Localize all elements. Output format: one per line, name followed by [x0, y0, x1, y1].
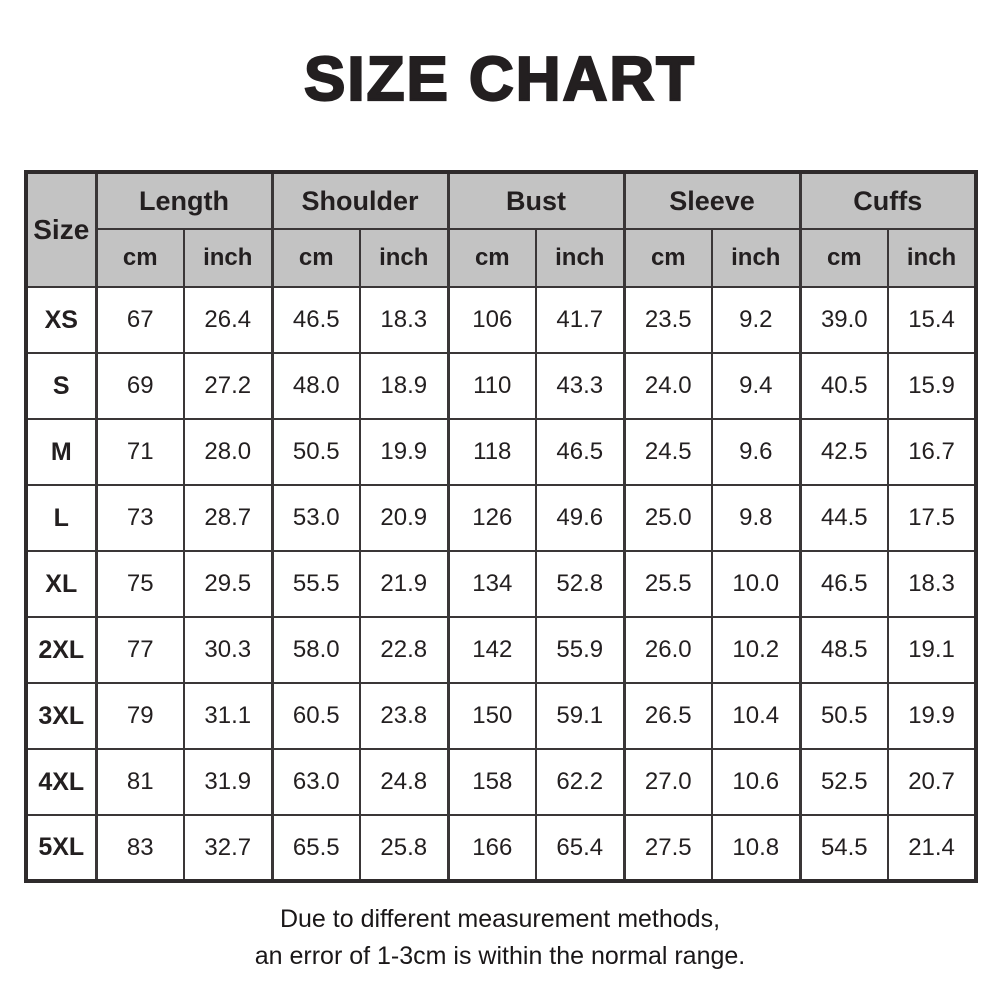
measurement-cell: 55.9 [536, 617, 624, 683]
measurement-cell: 79 [96, 683, 184, 749]
measurement-cell: 17.5 [888, 485, 976, 551]
measurement-cell: 19.9 [888, 683, 976, 749]
table-header [26, 172, 976, 287]
measurement-cell: 10.0 [712, 551, 800, 617]
measurement-cell: 48.0 [272, 353, 360, 419]
measurement-cell: 25.5 [624, 551, 712, 617]
unit-header-cm: cm [800, 229, 888, 287]
measurement-cell: 40.5 [800, 353, 888, 419]
measurement-cell: 54.5 [800, 815, 888, 881]
measurement-cell: 60.5 [272, 683, 360, 749]
size-label: 3XL [26, 683, 96, 749]
size-label: 2XL [26, 617, 96, 683]
table-row [26, 353, 976, 419]
page-title: SIZE CHART [304, 45, 696, 114]
measurement-cell: 29.5 [184, 551, 272, 617]
table-row [26, 815, 976, 881]
measurement-cell: 9.8 [712, 485, 800, 551]
measurement-cell: 18.3 [888, 551, 976, 617]
measurement-cell: 59.1 [536, 683, 624, 749]
measurement-cell: 19.9 [360, 419, 448, 485]
measurement-cell: 22.8 [360, 617, 448, 683]
measurement-cell: 52.5 [800, 749, 888, 815]
table-row [26, 617, 976, 683]
measurement-cell: 10.4 [712, 683, 800, 749]
measurement-cell: 26.0 [624, 617, 712, 683]
size-chart-table [24, 170, 978, 883]
measurement-cell: 53.0 [272, 485, 360, 551]
measurement-cell: 55.5 [272, 551, 360, 617]
measurement-cell: 9.6 [712, 419, 800, 485]
unit-header-cm: cm [448, 229, 536, 287]
measurement-cell: 23.5 [624, 287, 712, 353]
measurement-cell: 83 [96, 815, 184, 881]
size-label: S [26, 353, 96, 419]
size-label: XL [26, 551, 96, 617]
table-row [26, 749, 976, 815]
measurement-cell: 62.2 [536, 749, 624, 815]
measurement-cell: 10.2 [712, 617, 800, 683]
measurement-cell: 42.5 [800, 419, 888, 485]
measurement-cell: 24.5 [624, 419, 712, 485]
measurement-cell: 27.0 [624, 749, 712, 815]
measurement-cell: 65.5 [272, 815, 360, 881]
group-header-row [26, 172, 976, 229]
measurement-cell: 20.7 [888, 749, 976, 815]
measurement-cell: 118 [448, 419, 536, 485]
measurement-cell: 126 [448, 485, 536, 551]
measurement-cell: 166 [448, 815, 536, 881]
measurement-cell: 16.7 [888, 419, 976, 485]
unit-header-inch: inch [536, 229, 624, 287]
measurement-cell: 134 [448, 551, 536, 617]
measurement-cell: 23.8 [360, 683, 448, 749]
measurement-cell: 10.8 [712, 815, 800, 881]
measurement-cell: 49.6 [536, 485, 624, 551]
size-label: M [26, 419, 96, 485]
table-row [26, 485, 976, 551]
measurement-cell: 26.5 [624, 683, 712, 749]
measurement-cell: 71 [96, 419, 184, 485]
measurement-cell: 18.9 [360, 353, 448, 419]
measurement-cell: 58.0 [272, 617, 360, 683]
measurement-cell: 63.0 [272, 749, 360, 815]
measurement-cell: 15.4 [888, 287, 976, 353]
measurement-cell: 21.9 [360, 551, 448, 617]
measurement-cell: 73 [96, 485, 184, 551]
measurement-cell: 20.9 [360, 485, 448, 551]
measurement-cell: 75 [96, 551, 184, 617]
measurement-cell: 46.5 [272, 287, 360, 353]
measurement-cell: 30.3 [184, 617, 272, 683]
measurement-cell: 24.0 [624, 353, 712, 419]
measurement-cell: 65.4 [536, 815, 624, 881]
unit-header-row [26, 229, 976, 287]
column-header-bust: Bust [448, 172, 624, 229]
size-label: XS [26, 287, 96, 353]
table-row [26, 419, 976, 485]
column-header-size: Size [26, 172, 96, 287]
measurement-note [0, 901, 1000, 975]
measurement-cell: 69 [96, 353, 184, 419]
unit-header-inch: inch [184, 229, 272, 287]
column-header-length: Length [96, 172, 272, 229]
measurement-cell: 25.8 [360, 815, 448, 881]
measurement-cell: 46.5 [800, 551, 888, 617]
measurement-cell: 28.0 [184, 419, 272, 485]
unit-header-inch: inch [712, 229, 800, 287]
unit-header-cm: cm [624, 229, 712, 287]
unit-header-cm: cm [96, 229, 184, 287]
measurement-cell: 21.4 [888, 815, 976, 881]
measurement-cell: 43.3 [536, 353, 624, 419]
size-label: L [26, 485, 96, 551]
measurement-cell: 28.7 [184, 485, 272, 551]
measurement-cell: 150 [448, 683, 536, 749]
measurement-cell: 10.6 [712, 749, 800, 815]
measurement-cell: 31.1 [184, 683, 272, 749]
measurement-cell: 44.5 [800, 485, 888, 551]
measurement-cell: 67 [96, 287, 184, 353]
measurement-cell: 9.2 [712, 287, 800, 353]
measurement-cell: 142 [448, 617, 536, 683]
table-body [26, 287, 976, 881]
measurement-cell: 25.0 [624, 485, 712, 551]
size-label: 4XL [26, 749, 96, 815]
measurement-cell: 77 [96, 617, 184, 683]
measurement-cell: 106 [448, 287, 536, 353]
measurement-cell: 158 [448, 749, 536, 815]
measurement-cell: 39.0 [800, 287, 888, 353]
measurement-cell: 19.1 [888, 617, 976, 683]
measurement-cell: 50.5 [272, 419, 360, 485]
measurement-cell: 31.9 [184, 749, 272, 815]
measurement-cell: 18.3 [360, 287, 448, 353]
column-header-cuffs: Cuffs [800, 172, 976, 229]
measurement-cell: 24.8 [360, 749, 448, 815]
measurement-cell: 110 [448, 353, 536, 419]
table-row [26, 287, 976, 353]
measurement-cell: 9.4 [712, 353, 800, 419]
measurement-cell: 27.2 [184, 353, 272, 419]
measurement-cell: 46.5 [536, 419, 624, 485]
column-header-sleeve: Sleeve [624, 172, 800, 229]
measurement-cell: 32.7 [184, 815, 272, 881]
measurement-cell: 15.9 [888, 353, 976, 419]
unit-header-cm: cm [272, 229, 360, 287]
unit-header-inch: inch [888, 229, 976, 287]
unit-header-inch: inch [360, 229, 448, 287]
measurement-cell: 41.7 [536, 287, 624, 353]
measurement-note-line2: an error of 1-3cm is within the normal range. [254, 942, 746, 970]
measurement-cell: 81 [96, 749, 184, 815]
table-row [26, 551, 976, 617]
measurement-cell: 52.8 [536, 551, 624, 617]
table-row [26, 683, 976, 749]
measurement-cell: 50.5 [800, 683, 888, 749]
measurement-cell: 48.5 [800, 617, 888, 683]
column-header-shoulder: Shoulder [272, 172, 448, 229]
size-label: 5XL [26, 815, 96, 881]
measurement-note-line1: Due to different measurement methods, [279, 905, 721, 933]
measurement-cell: 26.4 [184, 287, 272, 353]
measurement-cell: 27.5 [624, 815, 712, 881]
